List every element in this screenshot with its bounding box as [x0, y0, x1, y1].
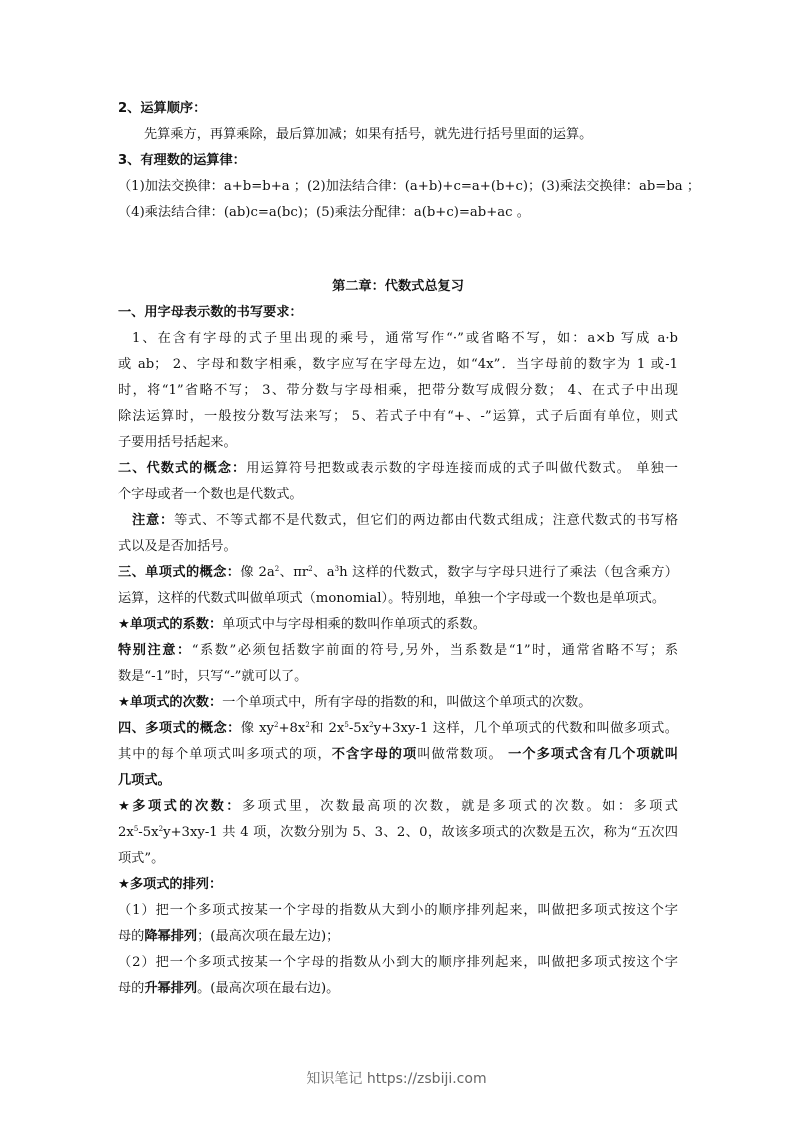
paragraph-laws-1: （1)加法交换律：a+b=b+a ；(2)加法结合律：(a+b)+c=a+(b+c)；(3)乘法交换律：ab=ba ；	[118, 179, 701, 194]
paragraph-monomial-coefficient	[118, 612, 678, 638]
paragraph-order-desc-1: （1）把一个多项式按某一个字母的指数从大到小的顺序排列起来，叫做把多项式按这个字	[118, 903, 678, 918]
paragraph-monomial-degree	[118, 690, 678, 716]
ascending-emphasis: 升幂排列	[144, 981, 198, 996]
heading-polynomial-degree: ★多项式的次数：	[118, 799, 242, 814]
exponent: 3	[334, 565, 340, 573]
monomial-text-d: h 这样的代数式，数字与字母只进行了乘法（包含乘方）	[339, 565, 678, 580]
paragraph-monomial-2: 运算，这样的代数式叫做单项式（monomial）。特别地，单独一个字母或一个数也是单项式。	[118, 591, 666, 606]
paragraph-polynomial-degree-1	[118, 794, 678, 820]
monomial-degree-text: 一个单项式中，所有字母的指数的和，叫做这个单项式的次数。	[222, 695, 592, 710]
ascending-prefix: 母的	[118, 981, 145, 996]
paragraph-order-asc-1: （2）把一个多项式按某一个字母的指数从小到大的顺序排列起来，叫做把多项式按这个字	[118, 955, 678, 970]
paragraph-monomial-1	[118, 560, 678, 586]
exponent: 2	[308, 565, 313, 573]
polynomial-term-text: 其中的每个单项式叫多项式的项，	[118, 747, 332, 762]
section-heading-laws: 3、有理数的运算律：	[118, 153, 246, 168]
exponent: 5	[344, 721, 349, 729]
paragraph-laws-2: （4)乘法结合律：(ab)c=a(bc)；(5)乘法分配律：a(b+c)=ab+ac 。	[118, 205, 530, 220]
paragraph-polynomial-2	[118, 742, 678, 768]
paragraph-special-note-1	[118, 638, 678, 664]
exponent: 2	[305, 721, 310, 729]
heading-polynomial: 四、多项式的概念：	[118, 721, 241, 736]
degree-example-b: -5x	[138, 825, 159, 840]
heading-monomial-degree: ★单项式的次数：	[118, 695, 223, 710]
algebraic-expression-text: 用运算符号把数或表示数的字母连接而成的式子叫做代数式。 单独一	[246, 461, 678, 476]
paragraph-algebraic-expression-2: 个字母或者一个数也是代数式。	[118, 487, 303, 502]
polynomial-text-e: y+3xy-1 这样，几个单项式的代数和叫做多项式。	[373, 721, 678, 736]
exponent: 2	[158, 825, 164, 833]
polynomial-text-a: 像 xy	[240, 721, 274, 736]
paragraph-order-desc-2	[118, 924, 678, 950]
polynomial-text-b: +8x	[278, 721, 306, 736]
exponent: 2	[274, 565, 280, 573]
paragraph-note-1	[118, 508, 678, 534]
paragraph-letters-2: 或 ab； 2、字母和数字相乘，数字应写在字母左边，如“4x”．当字母前的数字为 1 或-1	[118, 357, 678, 372]
special-note-label: 特别注意：	[118, 643, 192, 658]
monomial-text-a: 像 2a	[240, 565, 275, 580]
heading-monomial: 三、单项式的概念：	[118, 565, 241, 580]
footer-watermark: 知识笔记 https://zsbiji.com	[306, 1071, 487, 1087]
paragraph-letters-3: 时，将“1”省略不写； 3、带分数与字母相乘，把带分数写成假分数； 4、在式子中出现	[118, 383, 678, 398]
monomial-coefficient-text: 单项式中与字母相乘的数叫作单项式的系数。	[222, 617, 486, 632]
paragraph-order-asc-2	[118, 976, 678, 1002]
monomial-text-c: 、a	[312, 565, 335, 580]
chapter-title: 第二章：代数式总复习	[332, 279, 464, 294]
polynomial-text-c: 和 2x	[309, 721, 345, 736]
heading-letters: 一、用字母表示数的书写要求：	[118, 305, 303, 320]
term-count-emphasis: 一个多项式含有几个项就叫	[508, 747, 679, 762]
monomial-text-b: 、πr	[279, 565, 309, 580]
paragraph-polynomial-degree-3: 项式”。	[118, 851, 165, 866]
descending-emphasis: 降幂排列	[144, 929, 198, 944]
degree-example-c: y+3xy-1 共 4 项，次数分别为 5、3、2、0，故该多项式的次数是五次，称为“五次四	[163, 825, 678, 840]
paragraph-order: 先算乘方，再算乘除，最后算加减；如果有括号，就先进行括号里面的运算。	[144, 127, 593, 142]
descending-suffix: ；(最高次项在最左边)；	[197, 929, 340, 944]
note-label: 注意：	[132, 513, 175, 528]
heading-monomial-coefficient: ★单项式的系数：	[118, 617, 223, 632]
paragraph-note-2: 式以及是否加括号。	[118, 539, 237, 554]
section-heading-order: 2、运算顺序：	[118, 101, 207, 116]
exponent: 2	[369, 721, 374, 729]
paragraph-polynomial-1	[118, 716, 678, 742]
constant-term-text: 叫做常数项。	[417, 747, 509, 762]
paragraph-letters-1: 1、在含有字母的式子里出现的乘号，通常写作“·”或省略不写，如：a×b 写成 a·b	[132, 331, 678, 346]
heading-algebraic-expression: 二、代数式的概念：	[118, 461, 247, 476]
ascending-suffix: 。(最高次项在最右边)。	[197, 981, 340, 996]
polynomial-text-d: -5x	[348, 721, 370, 736]
document-page	[118, 96, 701, 1002]
exponent: 2	[273, 721, 279, 729]
paragraph-letters-5: 子要用括号括起来。	[118, 435, 237, 450]
paragraph-polynomial-degree-2	[118, 820, 678, 846]
heading-polynomial-order: ★多项式的排列：	[118, 877, 223, 892]
note-text: 等式、不等式都不是代数式，但它们的两边都由代数式组成；注意代数式的书写格	[174, 513, 679, 528]
constant-term-emphasis: 不含字母的项	[331, 747, 418, 762]
polynomial-degree-text: 多项式里，次数最高项的次数，就是多项式的次数。如：多项式	[241, 799, 678, 814]
exponent: 5	[133, 825, 139, 833]
paragraph-algebraic-expression-1	[118, 456, 678, 482]
special-note-text: “系数”必须包括数字前面的符号,另外，当系数是“1”时，通常省略不写；系	[191, 643, 679, 658]
paragraph-letters-4: 除法运算时，一般按分数写法来写； 5、若式子中有“+、-”运算，式子后面有单位，则式	[118, 409, 678, 424]
degree-example-a: 2x	[118, 825, 134, 840]
paragraph-polynomial-3: 几项式。	[118, 773, 171, 788]
descending-prefix: 母的	[118, 929, 145, 944]
paragraph-special-note-2: 数是“-1”时，只写“-”就可以了。	[118, 669, 308, 684]
